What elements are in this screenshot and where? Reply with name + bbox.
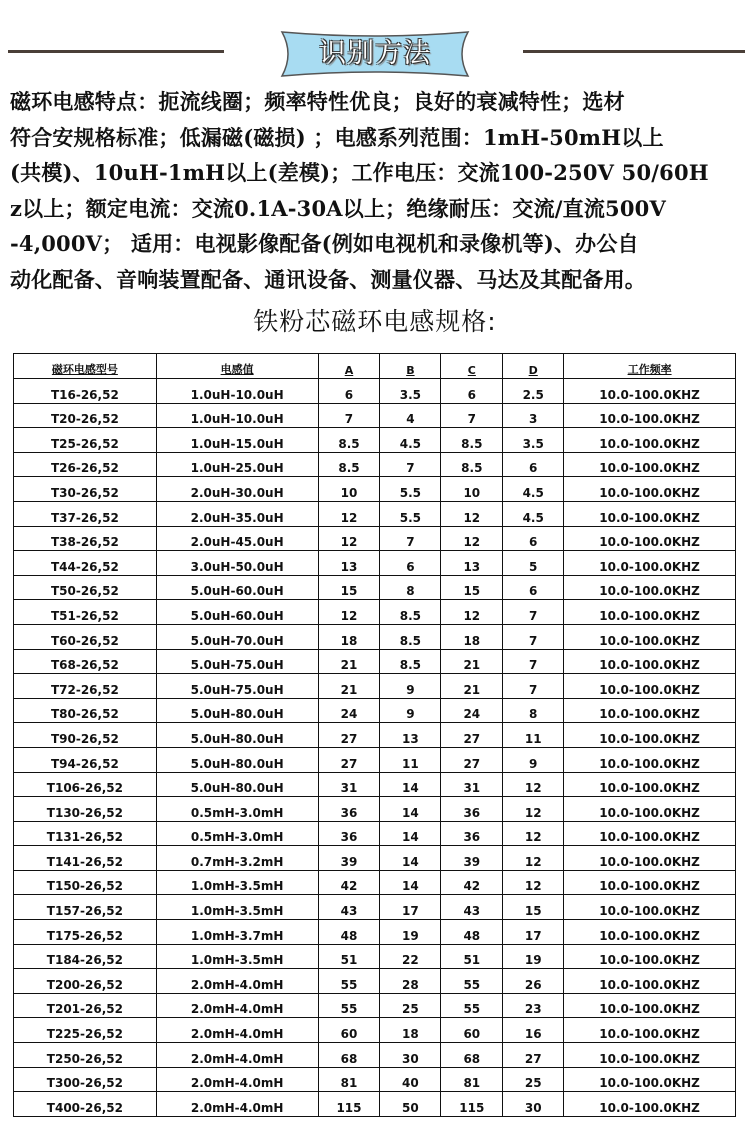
cell-inductance: 1.0uH-10.0uH (156, 379, 318, 404)
table-row (14, 920, 736, 945)
header-a: A (318, 354, 380, 379)
cell-a: 55 (318, 969, 380, 994)
spec-table (13, 353, 736, 1117)
cell-b: 9 (380, 698, 441, 723)
cell-a: 31 (318, 772, 380, 797)
cell-a: 27 (318, 723, 380, 748)
cell-d: 8 (503, 698, 564, 723)
cell-frequency: 10.0-100.0KHZ (564, 723, 736, 748)
cell-inductance: 2.0uH-30.0uH (156, 477, 318, 502)
table-row (14, 1092, 736, 1117)
cell-a: 60 (318, 1018, 380, 1043)
cell-model: T300-26,52 (14, 1067, 157, 1092)
table-row (14, 428, 736, 453)
cell-b: 40 (380, 1067, 441, 1092)
cell-model: T68-26,52 (14, 649, 157, 674)
cell-b: 17 (380, 895, 441, 920)
banner (280, 30, 470, 78)
cell-b: 8.5 (380, 624, 441, 649)
cell-model: T51-26,52 (14, 600, 157, 625)
cell-model: T20-26,52 (14, 403, 157, 428)
cell-inductance: 5.0uH-80.0uH (156, 772, 318, 797)
cell-inductance: 5.0uH-70.0uH (156, 624, 318, 649)
cell-frequency: 10.0-100.0KHZ (564, 600, 736, 625)
cell-b: 50 (380, 1092, 441, 1117)
cell-a: 68 (318, 1043, 380, 1068)
cell-b: 13 (380, 723, 441, 748)
cell-a: 8.5 (318, 452, 380, 477)
cell-model: T37-26,52 (14, 501, 157, 526)
cell-d: 7 (503, 674, 564, 699)
cell-model: T157-26,52 (14, 895, 157, 920)
cell-frequency: 10.0-100.0KHZ (564, 551, 736, 576)
cell-c: 48 (441, 920, 503, 945)
cell-c: 42 (441, 870, 503, 895)
cell-c: 7 (441, 403, 503, 428)
table-row (14, 821, 736, 846)
cell-inductance: 1.0uH-25.0uH (156, 452, 318, 477)
cell-model: T25-26,52 (14, 428, 157, 453)
cell-model: T16-26,52 (14, 379, 157, 404)
table-row (14, 477, 736, 502)
cell-inductance: 5.0uH-60.0uH (156, 600, 318, 625)
cell-inductance: 2.0uH-45.0uH (156, 526, 318, 551)
cell-inductance: 2.0mH-4.0mH (156, 969, 318, 994)
header-b: B (380, 354, 441, 379)
cell-b: 8.5 (380, 600, 441, 625)
cell-c: 55 (441, 969, 503, 994)
cell-model: T400-26,52 (14, 1092, 157, 1117)
cell-a: 36 (318, 797, 380, 822)
cell-inductance: 0.5mH-3.0mH (156, 821, 318, 846)
cell-frequency: 10.0-100.0KHZ (564, 575, 736, 600)
cell-a: 18 (318, 624, 380, 649)
cell-model: T175-26,52 (14, 920, 157, 945)
cell-a: 51 (318, 944, 380, 969)
cell-a: 6 (318, 379, 380, 404)
cell-d: 12 (503, 821, 564, 846)
cell-a: 12 (318, 600, 380, 625)
cell-model: T250-26,52 (14, 1043, 157, 1068)
cell-frequency: 10.0-100.0KHZ (564, 1018, 736, 1043)
cell-d: 19 (503, 944, 564, 969)
cell-frequency: 10.0-100.0KHZ (564, 969, 736, 994)
table-row (14, 895, 736, 920)
intro-line: -4,000V； 适用：电视影像配备(例如电视机和录像机等)、办公自 (10, 231, 639, 256)
cell-b: 9 (380, 674, 441, 699)
cell-inductance: 1.0mH-3.7mH (156, 920, 318, 945)
table-row (14, 723, 736, 748)
cell-model: T150-26,52 (14, 870, 157, 895)
cell-a: 48 (318, 920, 380, 945)
cell-frequency: 10.0-100.0KHZ (564, 452, 736, 477)
cell-frequency: 10.0-100.0KHZ (564, 674, 736, 699)
table-row (14, 944, 736, 969)
cell-frequency: 10.0-100.0KHZ (564, 526, 736, 551)
banner-title: 识别方法 (319, 38, 431, 69)
cell-d: 9 (503, 747, 564, 772)
cell-d: 7 (503, 624, 564, 649)
cell-d: 6 (503, 452, 564, 477)
cell-inductance: 2.0mH-4.0mH (156, 1018, 318, 1043)
header-frequency: 工作频率 (564, 354, 736, 379)
cell-a: 115 (318, 1092, 380, 1117)
cell-d: 15 (503, 895, 564, 920)
cell-c: 18 (441, 624, 503, 649)
cell-frequency: 10.0-100.0KHZ (564, 747, 736, 772)
cell-c: 115 (441, 1092, 503, 1117)
table-row (14, 649, 736, 674)
cell-d: 17 (503, 920, 564, 945)
cell-c: 8.5 (441, 452, 503, 477)
cell-inductance: 5.0uH-80.0uH (156, 747, 318, 772)
cell-model: T184-26,52 (14, 944, 157, 969)
table-row (14, 772, 736, 797)
cell-a: 15 (318, 575, 380, 600)
cell-d: 27 (503, 1043, 564, 1068)
cell-frequency: 10.0-100.0KHZ (564, 895, 736, 920)
cell-c: 12 (441, 501, 503, 526)
cell-c: 60 (441, 1018, 503, 1043)
cell-model: T26-26,52 (14, 452, 157, 477)
cell-b: 25 (380, 993, 441, 1018)
cell-c: 36 (441, 797, 503, 822)
cell-inductance: 5.0uH-75.0uH (156, 674, 318, 699)
cell-d: 23 (503, 993, 564, 1018)
table-row (14, 870, 736, 895)
cell-frequency: 10.0-100.0KHZ (564, 846, 736, 871)
cell-model: T60-26,52 (14, 624, 157, 649)
cell-frequency: 10.0-100.0KHZ (564, 698, 736, 723)
intro-line: (共模)、10uH-1mH以上(差模)；工作电压：交流100-250V 50/60H (10, 160, 709, 185)
cell-d: 7 (503, 600, 564, 625)
cell-b: 4 (380, 403, 441, 428)
table-row (14, 551, 736, 576)
cell-inductance: 1.0mH-3.5mH (156, 895, 318, 920)
table-row (14, 1043, 736, 1068)
cell-frequency: 10.0-100.0KHZ (564, 870, 736, 895)
table-row (14, 575, 736, 600)
cell-inductance: 1.0mH-3.5mH (156, 870, 318, 895)
cell-a: 42 (318, 870, 380, 895)
cell-a: 21 (318, 674, 380, 699)
cell-d: 12 (503, 870, 564, 895)
cell-b: 22 (380, 944, 441, 969)
cell-d: 2.5 (503, 379, 564, 404)
table-row (14, 969, 736, 994)
cell-model: T90-26,52 (14, 723, 157, 748)
cell-model: T200-26,52 (14, 969, 157, 994)
cell-frequency: 10.0-100.0KHZ (564, 624, 736, 649)
cell-inductance: 2.0mH-4.0mH (156, 1092, 318, 1117)
cell-b: 8 (380, 575, 441, 600)
cell-frequency: 10.0-100.0KHZ (564, 944, 736, 969)
cell-b: 18 (380, 1018, 441, 1043)
cell-model: T80-26,52 (14, 698, 157, 723)
cell-a: 36 (318, 821, 380, 846)
cell-d: 12 (503, 846, 564, 871)
header-c: C (441, 354, 503, 379)
intro-line: 磁环电感特点：扼流线圈；频率特性优良；良好的衰减特性；选材 (10, 89, 625, 114)
cell-inductance: 5.0uH-60.0uH (156, 575, 318, 600)
table-row (14, 993, 736, 1018)
cell-d: 11 (503, 723, 564, 748)
cell-d: 6 (503, 526, 564, 551)
cell-model: T30-26,52 (14, 477, 157, 502)
spec-title: 铁粉芯磁环电感规格: (253, 307, 497, 336)
cell-frequency: 10.0-100.0KHZ (564, 821, 736, 846)
intro-paragraph (10, 84, 746, 297)
table-body (14, 379, 736, 1117)
cell-inductance: 2.0uH-35.0uH (156, 501, 318, 526)
cell-d: 5 (503, 551, 564, 576)
table-row (14, 1018, 736, 1043)
cell-model: T50-26,52 (14, 575, 157, 600)
header-model: 磁环电感型号 (14, 354, 157, 379)
cell-c: 12 (441, 600, 503, 625)
header-divider-left (8, 50, 224, 53)
cell-frequency: 10.0-100.0KHZ (564, 1092, 736, 1117)
cell-c: 55 (441, 993, 503, 1018)
cell-d: 12 (503, 797, 564, 822)
cell-b: 6 (380, 551, 441, 576)
cell-frequency: 10.0-100.0KHZ (564, 428, 736, 453)
cell-a: 13 (318, 551, 380, 576)
cell-c: 24 (441, 698, 503, 723)
cell-d: 30 (503, 1092, 564, 1117)
header-inductance: 电感值 (156, 354, 318, 379)
cell-b: 7 (380, 452, 441, 477)
cell-a: 24 (318, 698, 380, 723)
cell-c: 8.5 (441, 428, 503, 453)
cell-a: 81 (318, 1067, 380, 1092)
table-row (14, 379, 736, 404)
cell-frequency: 10.0-100.0KHZ (564, 649, 736, 674)
cell-a: 8.5 (318, 428, 380, 453)
cell-d: 25 (503, 1067, 564, 1092)
table-row (14, 846, 736, 871)
cell-a: 43 (318, 895, 380, 920)
cell-frequency: 10.0-100.0KHZ (564, 501, 736, 526)
cell-model: T131-26,52 (14, 821, 157, 846)
cell-b: 19 (380, 920, 441, 945)
table-row (14, 403, 736, 428)
cell-c: 10 (441, 477, 503, 502)
cell-inductance: 3.0uH-50.0uH (156, 551, 318, 576)
cell-d: 4.5 (503, 501, 564, 526)
cell-d: 7 (503, 649, 564, 674)
cell-c: 21 (441, 674, 503, 699)
cell-c: 31 (441, 772, 503, 797)
section-header (0, 0, 750, 86)
cell-b: 4.5 (380, 428, 441, 453)
table-row (14, 674, 736, 699)
cell-b: 14 (380, 772, 441, 797)
cell-inductance: 5.0uH-80.0uH (156, 723, 318, 748)
cell-inductance: 1.0mH-3.5mH (156, 944, 318, 969)
cell-d: 16 (503, 1018, 564, 1043)
cell-c: 68 (441, 1043, 503, 1068)
cell-frequency: 10.0-100.0KHZ (564, 379, 736, 404)
intro-line: z以上；额定电流：交流0.1A-30A以上；绝缘耐压：交流/直流500V (10, 195, 666, 221)
cell-inductance: 1.0uH-15.0uH (156, 428, 318, 453)
cell-d: 6 (503, 575, 564, 600)
cell-c: 36 (441, 821, 503, 846)
header-d: D (503, 354, 564, 379)
table-row (14, 797, 736, 822)
table-row (14, 624, 736, 649)
cell-d: 3.5 (503, 428, 564, 453)
intro-line: 符合安规格标准；低漏磁(磁损) ；电感系列范围：1mH-50mH以上 (10, 124, 664, 150)
cell-inductance: 5.0uH-80.0uH (156, 698, 318, 723)
cell-model: T106-26,52 (14, 772, 157, 797)
cell-d: 3 (503, 403, 564, 428)
cell-model: T72-26,52 (14, 674, 157, 699)
table-row (14, 698, 736, 723)
cell-frequency: 10.0-100.0KHZ (564, 993, 736, 1018)
cell-b: 5.5 (380, 501, 441, 526)
cell-inductance: 0.7mH-3.2mH (156, 846, 318, 871)
cell-b: 14 (380, 846, 441, 871)
cell-d: 12 (503, 772, 564, 797)
cell-c: 27 (441, 723, 503, 748)
cell-model: T141-26,52 (14, 846, 157, 871)
cell-b: 14 (380, 870, 441, 895)
cell-model: T225-26,52 (14, 1018, 157, 1043)
cell-frequency: 10.0-100.0KHZ (564, 797, 736, 822)
cell-c: 81 (441, 1067, 503, 1092)
cell-frequency: 10.0-100.0KHZ (564, 403, 736, 428)
cell-b: 30 (380, 1043, 441, 1068)
table-row (14, 526, 736, 551)
cell-b: 5.5 (380, 477, 441, 502)
cell-d: 26 (503, 969, 564, 994)
cell-b: 8.5 (380, 649, 441, 674)
cell-inductance: 5.0uH-75.0uH (156, 649, 318, 674)
cell-b: 7 (380, 526, 441, 551)
cell-c: 39 (441, 846, 503, 871)
cell-c: 43 (441, 895, 503, 920)
cell-c: 12 (441, 526, 503, 551)
cell-a: 21 (318, 649, 380, 674)
cell-c: 51 (441, 944, 503, 969)
cell-a: 27 (318, 747, 380, 772)
cell-c: 6 (441, 379, 503, 404)
cell-a: 39 (318, 846, 380, 871)
cell-frequency: 10.0-100.0KHZ (564, 772, 736, 797)
cell-model: T130-26,52 (14, 797, 157, 822)
intro-line: 动化配备、音响装置配备、通讯设备、测量仪器、马达及其配备用。 (10, 266, 646, 292)
cell-model: T201-26,52 (14, 993, 157, 1018)
cell-frequency: 10.0-100.0KHZ (564, 477, 736, 502)
header-divider-right (523, 50, 745, 53)
cell-a: 12 (318, 501, 380, 526)
cell-frequency: 10.0-100.0KHZ (564, 920, 736, 945)
cell-b: 11 (380, 747, 441, 772)
cell-inductance: 2.0mH-4.0mH (156, 1067, 318, 1092)
cell-c: 15 (441, 575, 503, 600)
cell-inductance: 2.0mH-4.0mH (156, 993, 318, 1018)
cell-b: 28 (380, 969, 441, 994)
cell-frequency: 10.0-100.0KHZ (564, 1067, 736, 1092)
cell-c: 21 (441, 649, 503, 674)
cell-inductance: 0.5mH-3.0mH (156, 797, 318, 822)
cell-b: 14 (380, 821, 441, 846)
cell-a: 12 (318, 526, 380, 551)
cell-model: T94-26,52 (14, 747, 157, 772)
table-row (14, 747, 736, 772)
cell-d: 4.5 (503, 477, 564, 502)
table-header-row (14, 354, 736, 379)
cell-b: 14 (380, 797, 441, 822)
cell-a: 10 (318, 477, 380, 502)
cell-model: T44-26,52 (14, 551, 157, 576)
cell-c: 13 (441, 551, 503, 576)
cell-model: T38-26,52 (14, 526, 157, 551)
table-row (14, 1067, 736, 1092)
cell-inductance: 1.0uH-10.0uH (156, 403, 318, 428)
cell-frequency: 10.0-100.0KHZ (564, 1043, 736, 1068)
table-row (14, 501, 736, 526)
cell-a: 55 (318, 993, 380, 1018)
cell-a: 7 (318, 403, 380, 428)
table-row (14, 452, 736, 477)
cell-b: 3.5 (380, 379, 441, 404)
cell-c: 27 (441, 747, 503, 772)
cell-inductance: 2.0mH-4.0mH (156, 1043, 318, 1068)
table-row (14, 600, 736, 625)
